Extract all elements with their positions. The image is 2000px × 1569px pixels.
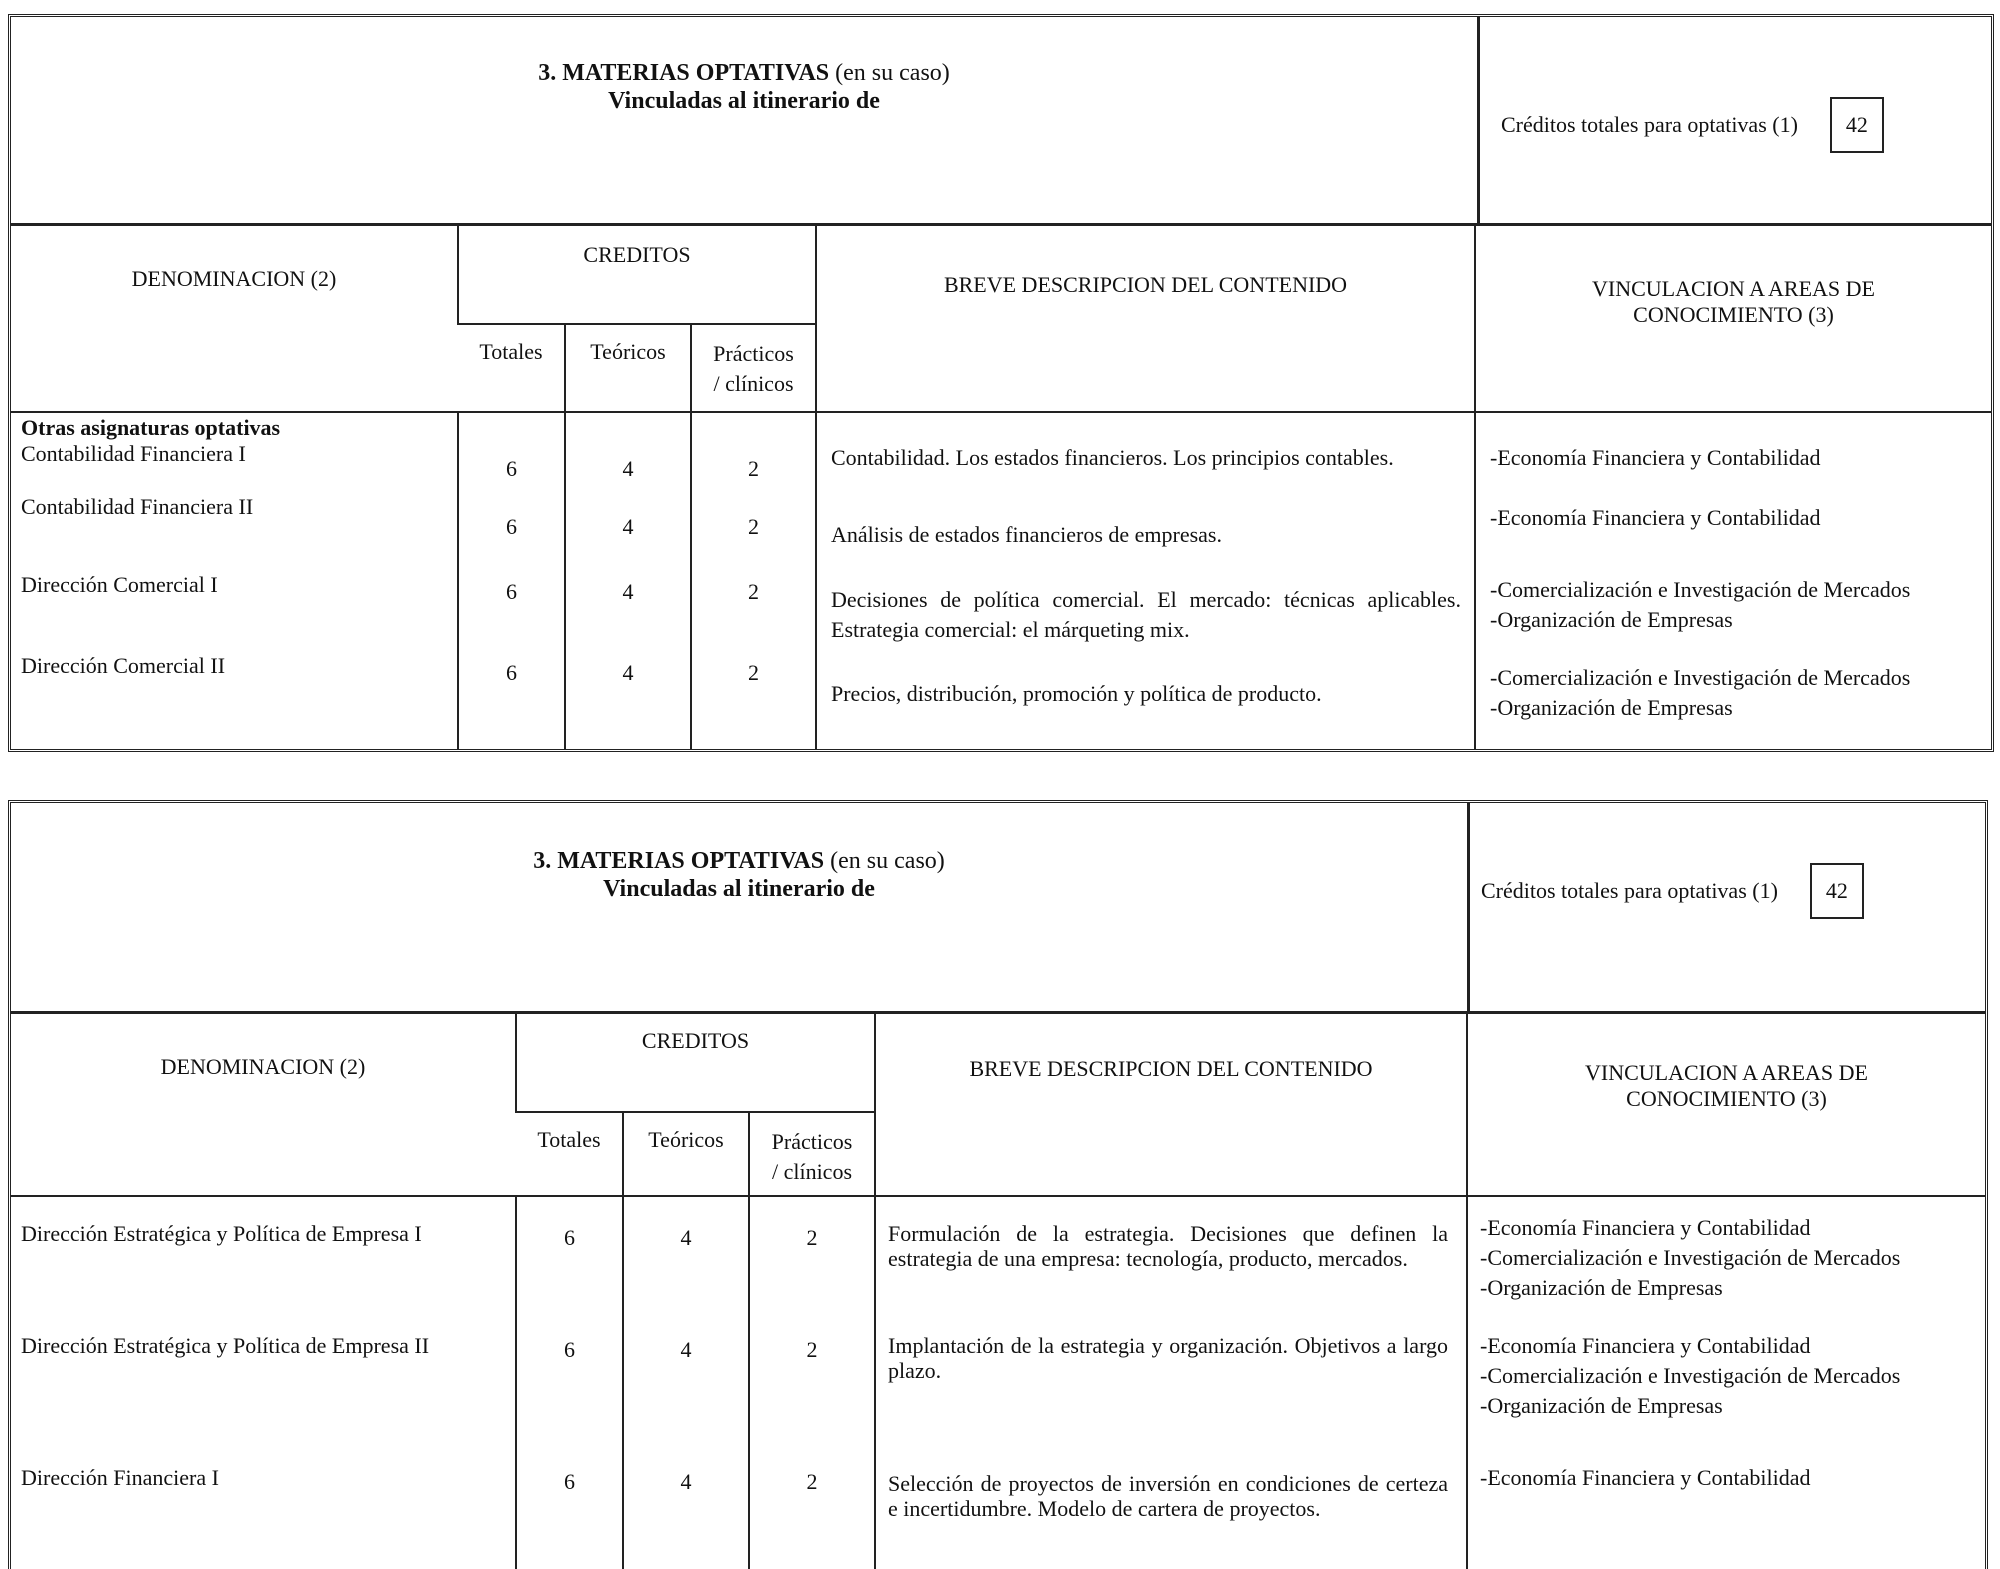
header-totales: Totales: [516, 1112, 623, 1196]
optativas-form-1: [8, 14, 1994, 752]
credit-value: 4: [622, 456, 634, 481]
header-vinculacion: VINCULACION A AREAS DE CONOCIMIENTO (3): [1475, 226, 1991, 412]
credit-value: 6: [564, 1337, 575, 1362]
header-denominacion: DENOMINACION (2): [11, 226, 458, 412]
credit-value: 2: [748, 514, 759, 539]
credit-value: 6: [506, 660, 517, 685]
area-item: -Organización de Empresas: [1480, 1393, 1723, 1418]
table-body: [11, 412, 1991, 750]
form-subtitle: Vinculadas al itinerario de: [608, 88, 880, 114]
header-practicos: Prácticos / clínicos: [749, 1112, 875, 1196]
form-title-block: [11, 59, 1477, 115]
totales-column: [516, 1196, 623, 1569]
area-item: -Economía Financiera y Contabilidad: [1480, 1215, 1811, 1240]
header-descripcion: BREVE DESCRIPCION DEL CONTENIDO: [875, 1014, 1467, 1196]
credit-value: 6: [506, 514, 517, 539]
credit-value: 4: [622, 660, 634, 685]
credits-total-label: Créditos totales para optativas (1): [1501, 112, 1798, 137]
credit-value: 4: [680, 1469, 692, 1494]
credits-total-value: 42: [1810, 863, 1864, 919]
teoricos-column: [565, 412, 691, 750]
table-body: [11, 1196, 1985, 1569]
header-creditos: CREDITOS: [516, 1014, 875, 1112]
area-item: -Comercialización e Investigación de Mercados: [1480, 1363, 1901, 1388]
subject-name: Dirección Comercial II: [21, 653, 226, 678]
subject-description: Selección de proyectos de inversión en condiciones de certeza e incertidumbre. Modelo de cartera de proyectos.: [888, 1471, 1448, 1521]
credit-value: 6: [564, 1469, 575, 1494]
form-title: 3. MATERIAS OPTATIVAS: [533, 848, 825, 874]
credit-value: 4: [622, 514, 634, 539]
subjects-table: [11, 226, 1991, 750]
form-title-qualifier: (en su caso): [835, 60, 950, 86]
area-list: [1480, 1213, 1900, 1303]
area-item: -Economía Financiera y Contabilidad: [1490, 505, 1821, 530]
area-item: -Economía Financiera y Contabilidad: [1480, 1333, 1811, 1358]
header-teoricos: Teóricos: [565, 324, 691, 412]
header-practicos: Prácticos / clínicos: [691, 324, 816, 412]
area-item: -Comercialización e Investigación de Mercados: [1490, 577, 1911, 602]
header-denominacion: DENOMINACION (2): [11, 1014, 516, 1196]
subject-description: Implantación de la estrategia y organización. Objetivos a largo plazo.: [888, 1333, 1448, 1383]
subject-name: Dirección Comercial I: [21, 572, 218, 597]
credit-value: 6: [506, 456, 517, 481]
subject-description: Análisis de estados financieros de empresas.: [831, 522, 1222, 547]
subject-description: Contabilidad. Los estados financieros. Los principios contables.: [831, 445, 1394, 470]
area-item: -Comercialización e Investigación de Mercados: [1480, 1245, 1901, 1270]
credits-total: [1501, 97, 1884, 153]
credit-value: 4: [680, 1337, 692, 1362]
credits-total-value: 42: [1830, 97, 1884, 153]
area-item: -Organización de Empresas: [1490, 607, 1733, 632]
subject-name: Contabilidad Financiera II: [21, 494, 254, 519]
subject-name: Dirección Estratégica y Política de Empresa I: [21, 1221, 422, 1246]
subject-description: Precios, distribución, promoción y política de producto.: [831, 681, 1322, 706]
header-divider: [1477, 17, 1480, 223]
area-list: [1490, 503, 1821, 533]
area-list: [1490, 575, 1910, 635]
credit-value: 6: [506, 579, 517, 604]
subject-name: Contabilidad Financiera I: [21, 441, 246, 466]
header-teoricos: Teóricos: [623, 1112, 749, 1196]
descripcion-column: [816, 412, 1475, 750]
practicos-column: [691, 412, 816, 750]
credit-value: 2: [748, 579, 759, 604]
area-list: [1480, 1463, 1811, 1493]
credits-total: [1481, 863, 1864, 919]
area-list: [1480, 1331, 1900, 1421]
form-title-block: [11, 847, 1467, 903]
denominacion-column: [11, 1196, 516, 1569]
form-header: [11, 17, 1991, 226]
area-item: -Economía Financiera y Contabilidad: [1480, 1465, 1811, 1490]
subjects-table: [11, 1014, 1985, 1569]
subject-name: Dirección Financiera I: [21, 1465, 219, 1490]
area-item: -Organización de Empresas: [1480, 1275, 1723, 1300]
totales-column: [458, 412, 565, 750]
form-subtitle: Vinculadas al itinerario de: [603, 876, 875, 902]
credit-value: 2: [806, 1469, 818, 1494]
subject-description: Formulación de la estrategia. Decisiones que definen la estrategia de una empresa: tecnología, producto, mercados.: [888, 1221, 1448, 1271]
area-list: [1490, 663, 1910, 723]
subject-name: Dirección Estratégica y Política de Empresa II: [21, 1333, 430, 1358]
teoricos-column: [623, 1196, 749, 1569]
practicos-column: [749, 1196, 875, 1569]
header-divider: [1467, 803, 1470, 1011]
header-creditos: CREDITOS: [458, 226, 816, 324]
credit-value: 4: [680, 1225, 692, 1250]
header-descripcion: BREVE DESCRIPCION DEL CONTENIDO: [816, 226, 1475, 412]
form-header: [11, 803, 1985, 1014]
subject-description: Decisiones de política comercial. El mercado: técnicas aplicables. Estrategia comercial: el márqueting mix.: [831, 587, 1461, 642]
area-item: -Economía Financiera y Contabilidad: [1490, 445, 1821, 470]
area-list: [1490, 443, 1821, 473]
credit-value: 2: [806, 1337, 818, 1362]
form-title: 3. MATERIAS OPTATIVAS: [538, 60, 830, 86]
vinculacion-column: [1475, 412, 1991, 750]
credit-value: 4: [622, 579, 634, 604]
vinculacion-column: [1467, 1196, 1985, 1569]
area-item: -Organización de Empresas: [1490, 695, 1733, 720]
credit-value: 2: [748, 456, 759, 481]
credits-total-label: Créditos totales para optativas (1): [1481, 878, 1778, 903]
optativas-form-2: [8, 800, 1988, 1569]
area-item: -Comercialización e Investigación de Mercados: [1490, 665, 1911, 690]
credit-value: 2: [806, 1225, 818, 1250]
form-title-qualifier: (en su caso): [830, 848, 945, 874]
header-totales: Totales: [458, 324, 565, 412]
credit-value: 6: [564, 1225, 575, 1250]
header-vinculacion: VINCULACION A AREAS DE CONOCIMIENTO (3): [1467, 1014, 1985, 1196]
group-label: Otras asignaturas optativas: [21, 415, 281, 440]
descripcion-column: [875, 1196, 1467, 1569]
denominacion-column: [11, 412, 458, 750]
credit-value: 2: [748, 660, 759, 685]
